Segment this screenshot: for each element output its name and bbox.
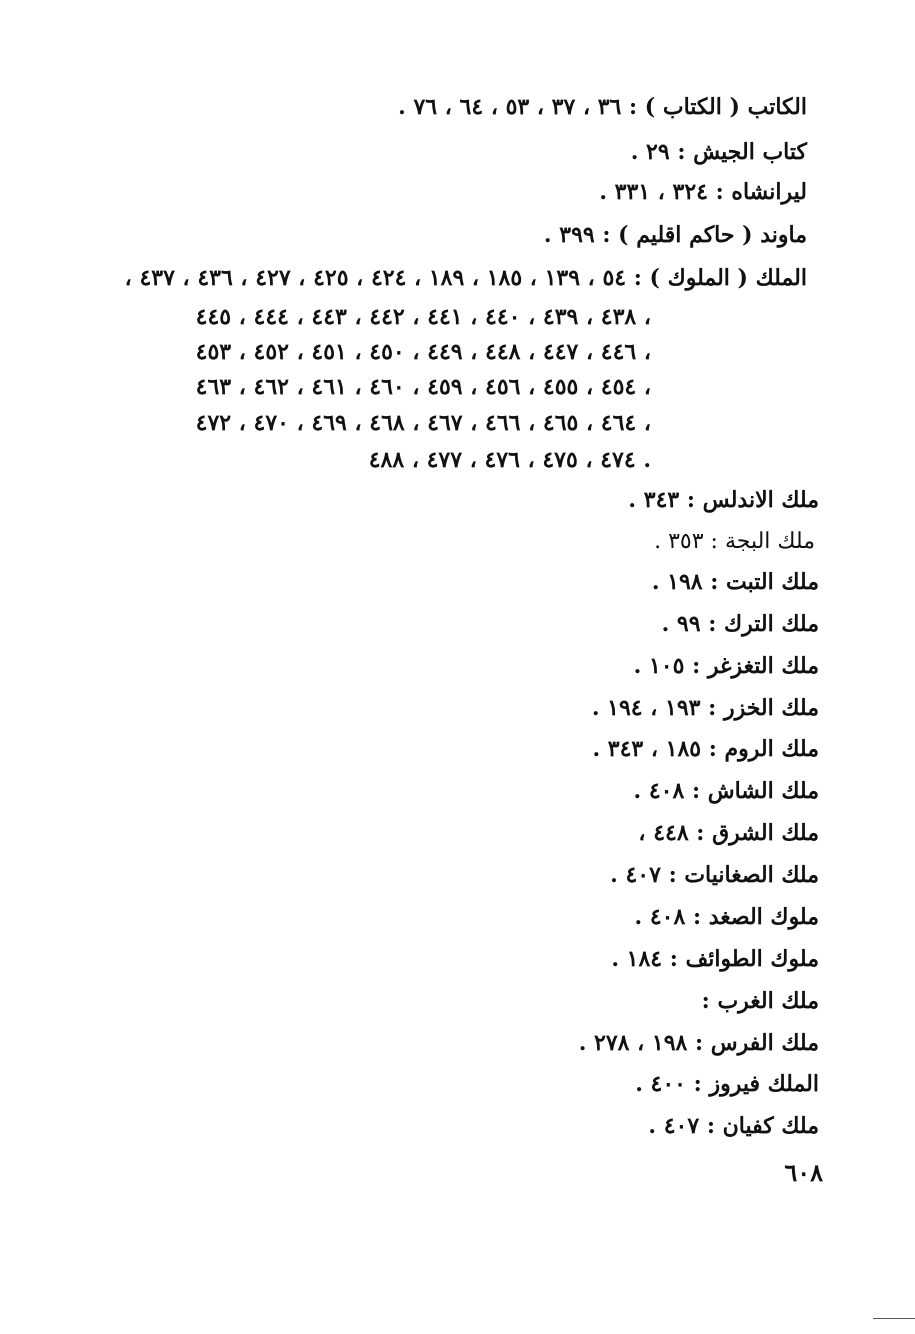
index-entry-al-malik-cont-2: ٤٤٦ ، ٤٤٧ ، ٤٤٨ ، ٤٤٩ ، ٤٥٠ ، ٤٥١ ، ٤٥٢ ، ٤٥٣ ،	[195, 339, 651, 365]
index-entry-malik-al-khazar: ملك الخزر : ١٩٣ ، ١٩٤ .	[591, 695, 819, 721]
index-entry-malik-al-gharb: ملك الغرب :	[701, 988, 819, 1014]
page-number: ٦٠٨	[784, 1158, 823, 1187]
index-entry-kitab-al-jaysh: كتاب الجيش : ٢٩ .	[630, 139, 807, 165]
index-entry-malik-al-taghazghur: ملك التغزغر : ١٠٥ .	[633, 653, 819, 679]
index-entry-al-malik-cont-4: ٤٦٤ ، ٤٦٥ ، ٤٦٦ ، ٤٦٧ ، ٤٦٨ ، ٤٦٩ ، ٤٧٠ ، ٤٧٢ ،	[195, 410, 651, 436]
page-edge-mark	[873, 1318, 915, 1319]
index-entry-muluk-al-tawaif: ملوك الطوائف : ١٨٤ .	[611, 946, 819, 972]
index-entry-malik-kafiyan: ملك كفيان : ٤٠٧ .	[648, 1113, 819, 1139]
index-entry-al-malik-cont-3: ٤٥٤ ، ٤٥٥ ، ٤٥٦ ، ٤٥٩ ، ٤٦٠ ، ٤٦١ ، ٤٦٢ ، ٤٦٣ ،	[195, 374, 651, 400]
index-entry-malik-al-turk: ملك الترك : ٩٩ .	[661, 611, 819, 637]
index-entry-al-malik: الملك ( الملوك ) : ٥٤ ، ١٣٩ ، ١٨٥ ، ١٨٩ ، ٤٢٤ ، ٤٢٥ ، ٤٢٧ ، ٤٣٦ ، ٤٣٧ ،	[124, 265, 807, 291]
index-entry-al-malik-cont-1: ٤٣٨ ، ٤٣٩ ، ٤٤٠ ، ٤٤١ ، ٤٤٢ ، ٤٤٣ ، ٤٤٤ ، ٤٤٥ ،	[195, 304, 651, 330]
index-entry-al-malik-cont-5: ٤٧٤ ، ٤٧٥ ، ٤٧٦ ، ٤٧٧ ، ٤٨٨ .	[368, 447, 651, 473]
index-entry-malik-al-furs: ملك الفرس : ١٩٨ ، ٢٧٨ .	[578, 1030, 819, 1056]
index-entry-malik-al-shash: ملك الشاش : ٤٠٨ .	[633, 778, 819, 804]
index-entry-malik-al-sharq: ملك الشرق : ٤٤٨ ،	[638, 820, 819, 846]
index-entry-liranshah: ليرانشاه : ٣٢٤ ، ٣٣١ .	[599, 179, 807, 205]
index-entry-al-malik-fayruz: الملك فيروز : ٤٠٠ .	[635, 1071, 819, 1097]
index-entry-malik-al-rum: ملك الروم : ١٨٥ ، ٣٤٣ .	[592, 736, 819, 762]
index-entry-malik-al-saghaniyat: ملك الصغانيات : ٤٠٧ .	[610, 862, 819, 888]
index-entry-muluk-al-sughd: ملوك الصغد : ٤٠٨ .	[634, 904, 819, 930]
index-entry-malik-al-tibet: ملك التبت : ١٩٨ .	[651, 569, 819, 595]
index-entry-malik-al-bujja: ملك البجة : ٣٥٣ .	[654, 529, 815, 554]
index-entry-malik-al-andalus: ملك الاندلس : ٣٤٣ .	[628, 487, 819, 513]
index-entry-mawand: ماوند ( حاكم اقليم ) : ٣٩٩ .	[543, 222, 807, 248]
index-entry-katib: الكاتب ( الكتاب ) : ٣٦ ، ٣٧ ، ٥٣ ، ٦٤ ، ٧٦ .	[398, 94, 807, 120]
